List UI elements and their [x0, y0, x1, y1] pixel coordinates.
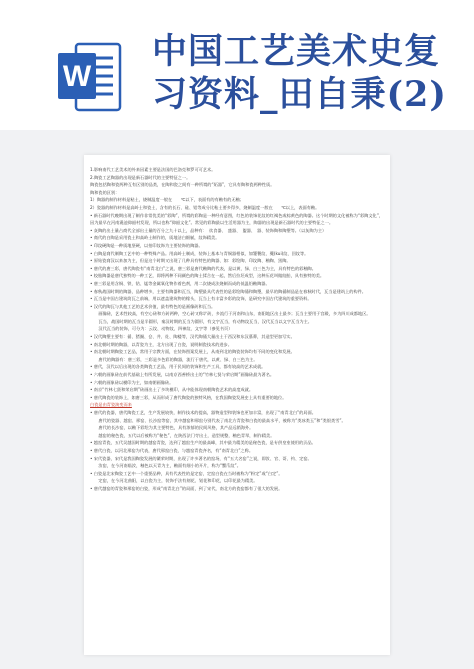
- document-line: 画像砖，艺术性较高，有空心砖和方砖两种，空心砖又称圹砖，多流行于河南和山东，南阳地区出土最多；瓦当主要用于宫殿，多为四川成都地区。: [90, 311, 371, 317]
- document-line: 汝窑，在今河南临汝，釉色以天青为主，釉面有细小的开片，称为“蟹爪纹”。: [90, 463, 241, 469]
- document-page[interactable]: [84, 155, 390, 655]
- document-line: • 南北朝时期陶瓷工艺品，常用于宗教方面，在装饰图案发展上，从南到北的陶瓷装饰均有不同的变化和发展。: [90, 349, 295, 355]
- document-line: • 南北朝时期的陶器，以青瓷为主，北方出现了白瓷，说明制瓷技术的进步。: [90, 341, 232, 347]
- document-line: 陶和瓷的区别：: [90, 189, 120, 195]
- document-line: 2）瓷器的制作材料是高岭土和瓷土，含有的长石、硅、铝等成分比粘土要多得多，烧制温度一般在 ℃以上，表面有釉。: [90, 204, 320, 210]
- document-line: • 白陶是商代制陶工艺中的一种特殊产品。用高岭土制成，装饰上基本与青铜器相似，如饕餮纹、夔(kui)纹、回纹等。: [90, 250, 309, 256]
- document-line: • 春秋战国时期的陶器，品种增多，主要有陶器和瓦当，陶塑最具代表性的是彩绘陶俑和陶塑，最早的陶俑制品是在春秋时代，瓦当是建筑上的构件。: [90, 288, 366, 294]
- document-line: • 唐代，汉代以后出现的各类陶瓷工艺品，用于民间的装饰和生产工具，都有较高的艺术成就。: [90, 364, 266, 370]
- document-line: • 汉代陶塑主要有：俑、猪圈、仓、井、灶、陶楼等，汉代陶俑大量出土于西汉和东汉墓葬，其造型更加写实。: [90, 334, 295, 340]
- document-line: 唐代的瓷器、越窑、邢窑、长沙窑等窑，其中越窑和邢窑分别代表了南北方青瓷和白瓷的最高水平，被称为“类冰类玉”和“类银类雪”。: [90, 417, 346, 423]
- document-line: 唐代的陶器有：唐三彩，三彩是多色彩的陶器，流行于唐代，以黄、绿、白三色为主。: [90, 356, 258, 362]
- document-line: • 白瓷是北宋陶瓷工艺中一个重要品种，具有代表性的是定窑，定窑白瓷在当时被称为“粉定”或“白定”。: [90, 470, 283, 476]
- document-line: • 灰陶的出土量占商代全部出土量的百分之九十以上，品种有： 炊食器、 盛器、 盥器、 器、装饰陶和陶塑等。（以灰陶为主）: [90, 227, 327, 233]
- document-line: • 唐代的唐三彩，唐代陶瓷有“南青北白”之说，唐三彩是唐代釉陶的代表，是以黄、绿、白三色为主，具有特色的彩釉陶。: [90, 265, 316, 271]
- document-line: • 唐代白瓷，以河北邢窑为代表，唐代邢窑白瓷，与越窑青瓷齐名，有“南青北白”之称。: [90, 447, 254, 453]
- header: [0, 0, 474, 130]
- document-line: • 六朝的画象砖以模印为主，如南朝画像砖。: [90, 379, 174, 385]
- document-line: • 宋代瓷器，宋代是我国陶瓷发展的繁荣时期，出现了许多著名的窑场，有“五大名窑”之说，即汝、官、哥、钧、定窑。: [90, 455, 312, 461]
- word-icon-letter: W: [62, 60, 92, 93]
- document-line: • 唐代的瓷器，唐代陶瓷工艺，生产发展较快，制作技术的提高，器物造型和装饰也更加丰富，出现了“南青北白”的局面。: [90, 410, 316, 415]
- document-line: • 商代的白陶是采用瓷土和高岭土制作的，质地洁白细腻，纹饰精美。: [90, 235, 220, 241]
- document-line: • 唐三彩是用含铜、铁、钴、锰等金属氧化物作着色剂，用二次烧成法烧制而成的低温铅釉陶器。: [90, 280, 270, 286]
- page-title: 中国工艺美术史复习资料_田自秉(2): [152, 31, 447, 115]
- document-line: • 原始瓷商汉以来加为主，但是这个时期又出现了几种具有特色的陶器、如：彩绘陶、印纹陶、釉陶、黑陶。: [90, 258, 291, 264]
- document-body: [90, 166, 384, 493]
- document-line: • 越窑青瓷，五代吴越国时期的越窑青瓷，达到了越窑生产的最高峰，其中最为精美的是秘色瓷，是专供皇室使用的贡品。: [90, 440, 316, 446]
- document-line: • 唐代越窑的青瓷和邢窑的白瓷，形成“南青北白”的局面，到了宋代，南北方的瓷窑都有了很大的发展。: [90, 485, 283, 491]
- document-line: • 南京“竹林七贤和荣启期”砖画出土了多块模印，从中能体现南朝陶瓷艺术的高度成就。: [90, 387, 254, 393]
- document-line: 陶瓷包括陶和瓷两种互有区别的品类，在陶和瓷之间有一种所谓的“炻器”，它具有陶和瓷两种性质。: [90, 182, 275, 188]
- document-line: • 绞胎陶器是唐代独特的一种工艺，即将两种不同颜色的陶土揉合在一起，然后拉坯成型，这种压花叫做绞胎，具有独特的美。: [90, 273, 325, 279]
- highlighted-text: 白瓷是由青瓷演变而来: [90, 402, 132, 408]
- document-line: • 六朝的画象砖在前代基础上有所发展，以南京西善桥出土的“竹林七贤与荣启期”画像砖最为著名。: [90, 372, 275, 378]
- document-line: 越窑的秘色瓷，五代以后被称为“秘色”，在陕西法门寺出土，造型规整，釉色青翠，制作精美。: [90, 432, 275, 438]
- document-preview-area: [0, 130, 474, 669]
- document-line: 瓦当，战国时期的瓦当是半圆形，秦汉时期的瓦当为圆形，有文字瓦当，有动物纹瓦当，汉代瓦当以文字瓦当为主。: [90, 318, 312, 324]
- word-document-icon: [58, 40, 122, 114]
- document-line: 1）陶器的制作材料是粘土，烧制温度一般在 ℃以下，表面有的有釉有的无釉；: [90, 197, 244, 203]
- document-line: • 新石器时代晚期出现了制作非常优美的“彩陶”，所谓的彩陶是一种经有意图，红色的装饰花纹的红褐色或棕黄色的陶器。这个时期的文化被称为“彩陶文化”，因为最早在河南渑池仰韶村发现，所以也称“仰韶文化”。常见的彩陶最以生活用器为主，陶器的出现是新石器时代的主要特征之一。: [90, 212, 384, 226]
- document-line: • 瓦当是中国古建筑筒瓦之前端，用以遮盖建筑物的椽头，瓦当上有丰富多彩的纹饰，是研究中国古代建筑的重要资料。: [90, 296, 312, 302]
- document-line: 2.陶瓷工艺陶器的出现是新石器时代的主要特征之一。: [90, 174, 191, 180]
- document-line: • 汉代的陶瓦与其他工艺的艺术价值，最有特色的是画像砖和瓦当。: [90, 303, 216, 309]
- document-line: 定窑，在今河北曲阳，以白瓷为主，装饰手法有刻花、划花和印花，以印花最为精美。: [90, 478, 258, 484]
- document-line: 汉代瓦当的装饰，可分为：云纹、动物纹、四神纹、文字等（参见书页）: [90, 326, 233, 332]
- document-line: • 印纹硬陶是一种质地坚硬，以拍印纹饰为主要装饰的陶器。: [90, 242, 203, 248]
- document-line: [90, 401, 384, 409]
- document-line: 唐代的长沙窑，以釉下彩绘为其主要特色，具有浓郁的民间风格，其产品远销海外。: [90, 425, 254, 431]
- document-line: • 唐代陶瓷的装饰上，如唐三彩，从而形成了唐代陶瓷的独特风格，在我国陶瓷发展史上具有重要的地位。: [90, 394, 287, 400]
- document-line: 1.影响南代工艺美术的外来因素主要是法国的巴洛克和罗可可艺术。: [90, 167, 216, 172]
